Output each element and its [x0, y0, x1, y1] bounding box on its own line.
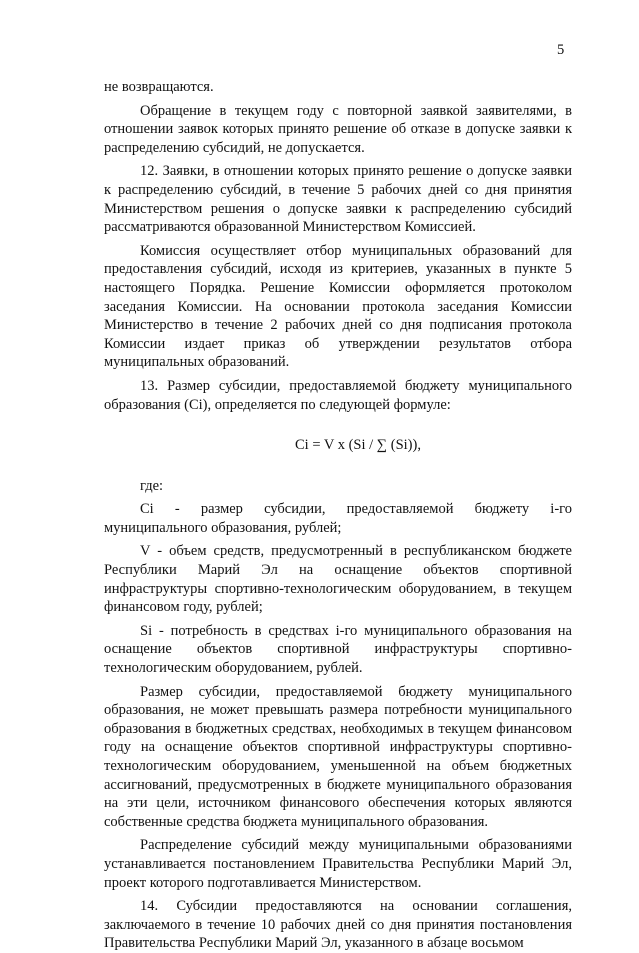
paragraph: Обращение в текущем году с повторной заявкой заявителями, в отношении заявок которых принято решение об отказе в допуске заявки к распределению субсидий, не допускается. [104, 102, 572, 156]
page-number: 5 [557, 42, 565, 58]
paragraph: 13. Размер субсидии, предоставляемой бюджету муниципального образования (Ci), определяется по следующей формуле: [104, 377, 572, 413]
definition-item: Si - потребность в средствах i-го муниципального образования на оснащение объектов спортивной инфраструктуры спортивно-технологическим оборудованием, рублей. [104, 622, 572, 677]
where-label: где: [140, 477, 164, 494]
paragraph: 14. Субсидии предоставляются на основании соглашения, заключаемого в течение 10 рабочих дней со дня принятия постановления Правительства Республики Марий Эл, указанного в абзаце восьмом [104, 898, 572, 952]
document-body [104, 78, 572, 953]
paragraph: Распределение субсидий между муниципальными образованиями устанавливается постановлением Правительства Республики Марий Эл, проект которого подготавливается Министерством. [104, 837, 572, 891]
formula: Ci = V x (Si / ∑ (Si)), [295, 437, 421, 454]
paragraph: Комиссия осуществляет отбор муниципальных образований для предоставления субсидий, исходя из критериев, указанных в пункте 5 настоящего Порядка. Решение Комиссии оформляется протоколом заседания Комиссии. На основании протокола заседания Комиссии Министерство в течение 2 рабочих дней со дня подписания протокола Комиссии издает приказ об утверждении результатов отбора муниципальных образований. [104, 242, 572, 371]
definition-item: V - объем средств, предусмотренный в республиканском бюджете Республики Марий Эл на оснащение объектов спортивной инфраструктуры спортивно-технологическим оборудованием, в текущем финансовом году, рублей; [104, 543, 572, 616]
paragraph: 12. Заявки, в отношении которых принято решение о допуске заявки к распределению субсидий, в течение 5 рабочих дней со дня принятия Министерством решения о допуске заявки к распределению субсидий рассматриваются образованной Министерством Комиссией. [104, 163, 572, 236]
paragraph: не возвращаются. [104, 79, 214, 95]
paragraph: Размер субсидии, предоставляемой бюджету муниципального образования, не может превышать размера потребности муниципального образования в бюджетных средствах, необходимых в текущем финансовом году на оснащение объектов спортивной инфраструктуры спортивно-технологическим оборудованием, уменьшенной на объем бюджетных ассигнований, предусмотренных в бюджете муниципального образования на эти цели, источником финансового обеспечения которых являются собственные средства бюджета муниципального образования. [104, 683, 572, 830]
definition-item: Ci - размер субсидии, предоставляемой бюджету i-го муниципального образования, рублей; [104, 501, 572, 536]
